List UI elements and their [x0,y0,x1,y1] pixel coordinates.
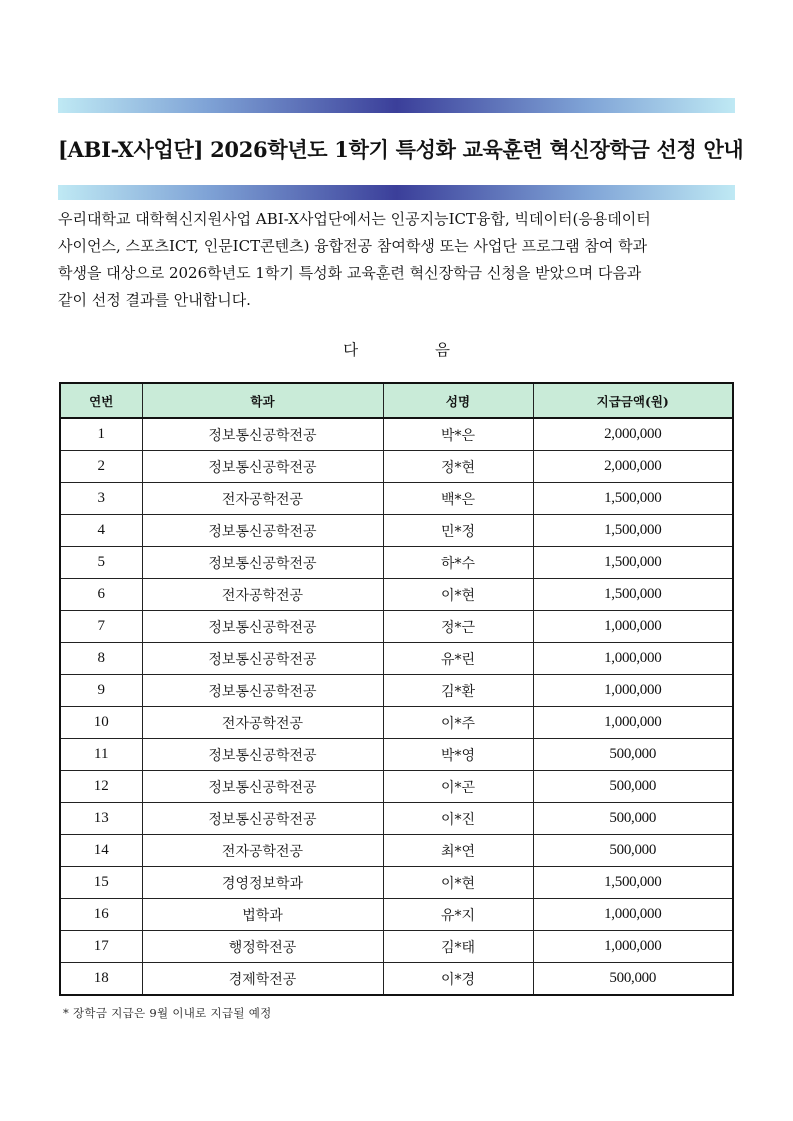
name-cell: 정*근 [383,611,533,643]
row-number: 4 [60,515,142,547]
table-row [60,675,733,707]
amount-cell: 1,000,000 [533,931,733,963]
amount-cell: 1,000,000 [533,707,733,739]
row-number: 7 [60,611,142,643]
department-cell: 경영정보학과 [142,867,383,899]
table-row [60,451,733,483]
department-cell: 정보통신공학전공 [142,739,383,771]
name-cell: 김*태 [383,931,533,963]
table-row [60,963,733,996]
table-header-row [60,383,733,418]
intro-line: 학생을 대상으로 2026학년도 1학기 특성화 교육훈련 혁신장학금 신청을 받았으며 다음과 [58,264,642,282]
amount-cell: 500,000 [533,835,733,867]
amount-cell: 2,000,000 [533,418,733,451]
table-row [60,771,733,803]
table-row [60,418,733,451]
row-number: 9 [60,675,142,707]
name-cell: 최*연 [383,835,533,867]
department-cell: 정보통신공학전공 [142,418,383,451]
department-cell: 전자공학전공 [142,835,383,867]
row-number: 13 [60,803,142,835]
amount-cell: 1,000,000 [533,611,733,643]
column-header-department: 학과 [142,383,383,418]
intro-line: 사이언스, 스포츠ICT, 인문ICT콘텐츠) 융합전공 참여학생 또는 사업단 프로그램 참여 학과 [58,237,648,255]
table-row [60,931,733,963]
amount-cell: 500,000 [533,963,733,996]
table-row [60,739,733,771]
department-cell: 경제학전공 [142,963,383,996]
department-cell: 법학과 [142,899,383,931]
table-body [60,418,733,995]
intro-paragraph [58,206,735,314]
department-cell: 전자공학전공 [142,707,383,739]
row-number: 17 [60,931,142,963]
department-cell: 정보통신공학전공 [142,547,383,579]
row-number: 2 [60,451,142,483]
page-title: [ABI-X사업단] 2026학년도 1학기 특성화 교육훈련 혁신장학금 선정 안내 [58,137,744,162]
row-number: 18 [60,963,142,996]
top-decorative-bar [58,98,735,113]
column-header-number: 연번 [60,383,142,418]
row-number: 11 [60,739,142,771]
name-cell: 김*환 [383,675,533,707]
table-row [60,579,733,611]
name-cell: 이*진 [383,803,533,835]
intro-line: 우리대학교 대학혁신지원사업 ABI-X사업단에서는 인공지능ICT융합, 빅데이터(응용데이터 [58,210,651,228]
intro-line: 같이 선정 결과를 안내합니다. [58,291,251,309]
name-cell: 유*린 [383,643,533,675]
table-row [60,707,733,739]
table-row [60,643,733,675]
table-row [60,867,733,899]
row-number: 5 [60,547,142,579]
name-cell: 유*지 [383,899,533,931]
table-row [60,483,733,515]
footnote: * 장학금 지급은 9월 이내로 지급될 예정 [63,1006,272,1020]
row-number: 15 [60,867,142,899]
department-cell: 정보통신공학전공 [142,675,383,707]
amount-cell: 500,000 [533,803,733,835]
table-row [60,899,733,931]
name-cell: 이*경 [383,963,533,996]
column-header-name: 성명 [383,383,533,418]
department-cell: 정보통신공학전공 [142,451,383,483]
name-cell: 정*현 [383,451,533,483]
department-cell: 정보통신공학전공 [142,803,383,835]
department-cell: 행정학전공 [142,931,383,963]
amount-cell: 1,500,000 [533,867,733,899]
row-number: 10 [60,707,142,739]
department-cell: 정보통신공학전공 [142,643,383,675]
row-number: 3 [60,483,142,515]
department-cell: 정보통신공학전공 [142,771,383,803]
amount-cell: 1,500,000 [533,515,733,547]
table-row [60,803,733,835]
department-cell: 전자공학전공 [142,483,383,515]
department-cell: 정보통신공학전공 [142,515,383,547]
name-cell: 이*곤 [383,771,533,803]
row-number: 12 [60,771,142,803]
row-number: 16 [60,899,142,931]
name-cell: 박*영 [383,739,533,771]
row-number: 14 [60,835,142,867]
name-cell: 민*정 [383,515,533,547]
department-cell: 정보통신공학전공 [142,611,383,643]
amount-cell: 1,500,000 [533,579,733,611]
amount-cell: 500,000 [533,771,733,803]
row-number: 8 [60,643,142,675]
name-cell: 백*은 [383,483,533,515]
department-cell: 전자공학전공 [142,579,383,611]
table-row [60,835,733,867]
name-cell: 이*현 [383,867,533,899]
name-cell: 이*현 [383,579,533,611]
amount-cell: 1,000,000 [533,643,733,675]
amount-cell: 1,500,000 [533,483,733,515]
amount-cell: 1,000,000 [533,675,733,707]
table-row [60,547,733,579]
row-number: 1 [60,418,142,451]
row-number: 6 [60,579,142,611]
amount-cell: 1,500,000 [533,547,733,579]
scholarship-table [59,382,734,996]
table-row [60,515,733,547]
name-cell: 박*은 [383,418,533,451]
column-header-amount: 지급금액(원) [533,383,733,418]
amount-cell: 2,000,000 [533,451,733,483]
name-cell: 이*주 [383,707,533,739]
amount-cell: 1,000,000 [533,899,733,931]
section-heading: 다 음 [343,341,450,359]
table-row [60,611,733,643]
amount-cell: 500,000 [533,739,733,771]
name-cell: 하*수 [383,547,533,579]
title-underline-bar [58,185,735,200]
